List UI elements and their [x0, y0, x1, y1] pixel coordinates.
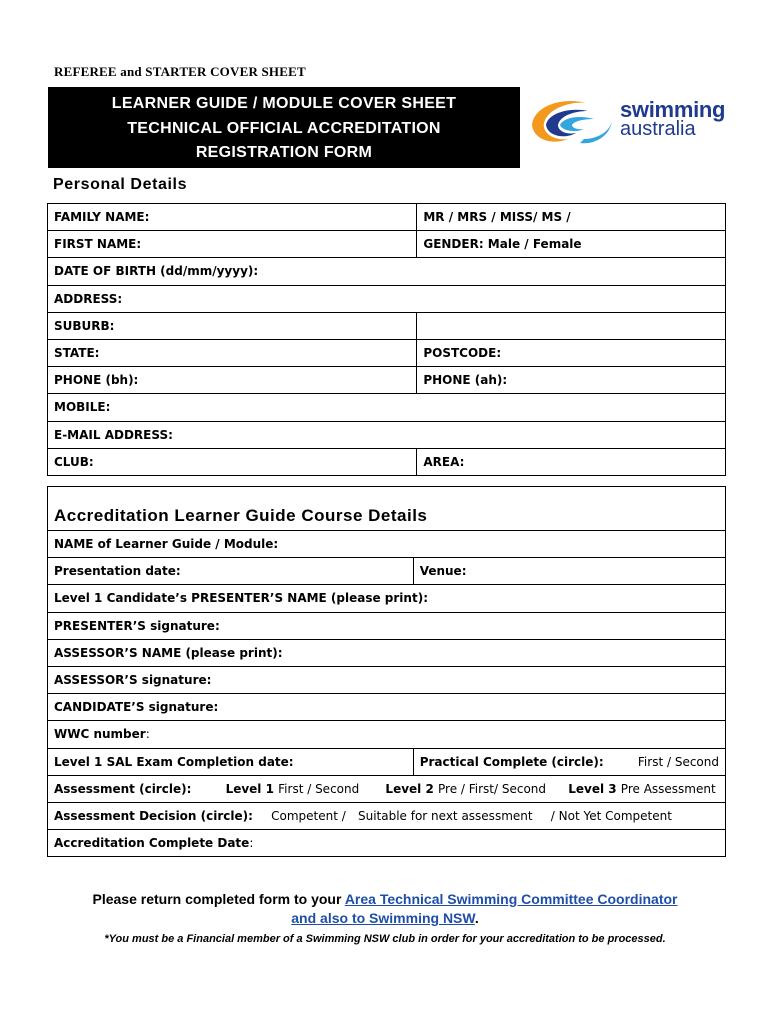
table-row: [48, 558, 726, 585]
mobile-field[interactable]: MOBILE:: [48, 394, 726, 421]
wwc-label: WWC number: [54, 727, 146, 742]
title-line-3: REGISTRATION FORM: [195, 144, 373, 161]
assessment-decision-label: Assessment Decision (circle):: [54, 808, 253, 823]
table-row: [48, 394, 726, 421]
decision-not-yet[interactable]: / Not Yet Competent: [550, 808, 672, 823]
swimming-nsw-link[interactable]: and also to Swimming NSW: [291, 910, 475, 926]
gender-field[interactable]: GENDER: Male / Female: [417, 231, 726, 258]
table-row: [48, 802, 726, 829]
wwc-colon: :: [145, 727, 150, 742]
table-row: [48, 585, 726, 612]
accreditation-complete-date-field[interactable]: [48, 830, 726, 857]
venue-field[interactable]: Venue:: [413, 558, 725, 585]
presenter-name-field[interactable]: Level 1 Candidate’s PRESENTER’S NAME (please print):: [48, 585, 726, 612]
table-row: [48, 487, 726, 531]
logo-word-swimming: swimming: [620, 97, 726, 122]
table-row: [48, 775, 726, 802]
assessment-field[interactable]: [48, 775, 726, 802]
presenter-signature-field[interactable]: PRESENTER’S signature:: [48, 612, 726, 639]
postcode-field[interactable]: POSTCODE:: [417, 339, 726, 366]
table-row: [48, 531, 726, 558]
area-coordinator-link[interactable]: Area Technical Swimming Committee Coordinator: [344, 891, 678, 907]
candidate-signature-field[interactable]: CANDIDATE’S signature:: [48, 694, 726, 721]
table-row: [48, 204, 726, 231]
table-row: [48, 339, 726, 366]
personal-details-heading: Personal Details: [53, 176, 188, 193]
wwc-number-field[interactable]: [48, 721, 726, 748]
membership-note: *You must be a Financial member of a Swimming NSW club in order for your accreditation to be processed.: [104, 933, 666, 945]
assessment-label: Assessment (circle):: [54, 781, 192, 796]
personal-details-table: [47, 203, 726, 476]
level2-label: Level 2: [385, 781, 434, 796]
table-row: [48, 448, 726, 475]
return-instructions: [0, 890, 770, 928]
email-field[interactable]: E-MAIL ADDRESS:: [48, 421, 726, 448]
table-row: [48, 312, 726, 339]
title-field[interactable]: MR / MRS / MISS/ MS /: [417, 204, 726, 231]
area-field[interactable]: AREA:: [417, 448, 726, 475]
complete-date-colon: :: [249, 836, 254, 851]
suburb-field[interactable]: SUBURB:: [48, 312, 417, 339]
course-details-heading: Accreditation Learner Guide Course Details: [54, 506, 428, 525]
swimming-australia-swirl-icon: [524, 95, 616, 151]
table-row: [48, 639, 726, 666]
table-row: [48, 285, 726, 312]
table-row: [48, 830, 726, 857]
phone-bh-field[interactable]: PHONE (bh):: [48, 367, 417, 394]
level3-label: Level 3: [568, 781, 617, 796]
level2-options[interactable]: Pre / First/ Second: [438, 781, 547, 796]
title-line-1: LEARNER GUIDE / MODULE COVER SHEET: [111, 95, 457, 112]
level1-options[interactable]: First / Second: [278, 781, 360, 796]
top-heading: REFEREE and STARTER COVER SHEET: [54, 64, 306, 79]
state-field[interactable]: [48, 339, 417, 366]
table-row: [48, 721, 726, 748]
club-field[interactable]: CLUB:: [48, 448, 417, 475]
title-banner: [48, 87, 520, 168]
practical-complete-field[interactable]: [413, 748, 725, 775]
level3-options[interactable]: Pre Assessment: [620, 781, 716, 796]
practical-complete-label: Practical Complete (circle):: [419, 754, 604, 769]
sal-exam-date-field[interactable]: Level 1 SAL Exam Completion date:: [48, 748, 414, 775]
logo-word-australia: australia: [620, 118, 696, 140]
assessment-decision-field[interactable]: [48, 802, 726, 829]
presentation-date-field[interactable]: Presentation date:: [48, 558, 414, 585]
assessor-name-field[interactable]: ASSESSOR’S NAME (please print):: [48, 639, 726, 666]
course-details-table: [47, 486, 726, 857]
module-name-field[interactable]: NAME of Learner Guide / Module:: [48, 531, 726, 558]
state-label: STATE:: [54, 346, 100, 361]
first-name-field[interactable]: FIRST NAME:: [48, 231, 417, 258]
assessor-signature-field[interactable]: ASSESSOR’S signature:: [48, 666, 726, 693]
return-text: Please return completed form to your: [92, 891, 345, 907]
table-row: [48, 612, 726, 639]
course-details-heading-cell: [48, 487, 726, 531]
table-row: [48, 367, 726, 394]
table-row: [48, 694, 726, 721]
table-row: [48, 231, 726, 258]
table-row: [48, 421, 726, 448]
address-field[interactable]: ADDRESS:: [48, 285, 726, 312]
suburb-extra-field[interactable]: [417, 312, 726, 339]
title-line-2: TECHNICAL OFFICIAL ACCREDITATION: [127, 119, 441, 137]
table-row: [48, 258, 726, 285]
swimming-australia-logo: [524, 95, 734, 155]
practical-options[interactable]: First / Second: [637, 754, 719, 769]
date-of-birth-field[interactable]: DATE OF BIRTH (dd/mm/yyyy):: [48, 258, 726, 285]
decision-competent[interactable]: Competent /: [271, 808, 346, 823]
table-row: [48, 666, 726, 693]
return-text-end: .: [474, 910, 479, 926]
phone-ah-field[interactable]: PHONE (ah):: [417, 367, 726, 394]
complete-date-label: Accreditation Complete Date: [54, 836, 250, 851]
family-name-field[interactable]: FAMILY NAME:: [48, 204, 417, 231]
table-row: [48, 748, 726, 775]
level1-label: Level 1: [225, 781, 274, 796]
decision-suitable[interactable]: Suitable for next assessment: [357, 808, 533, 823]
